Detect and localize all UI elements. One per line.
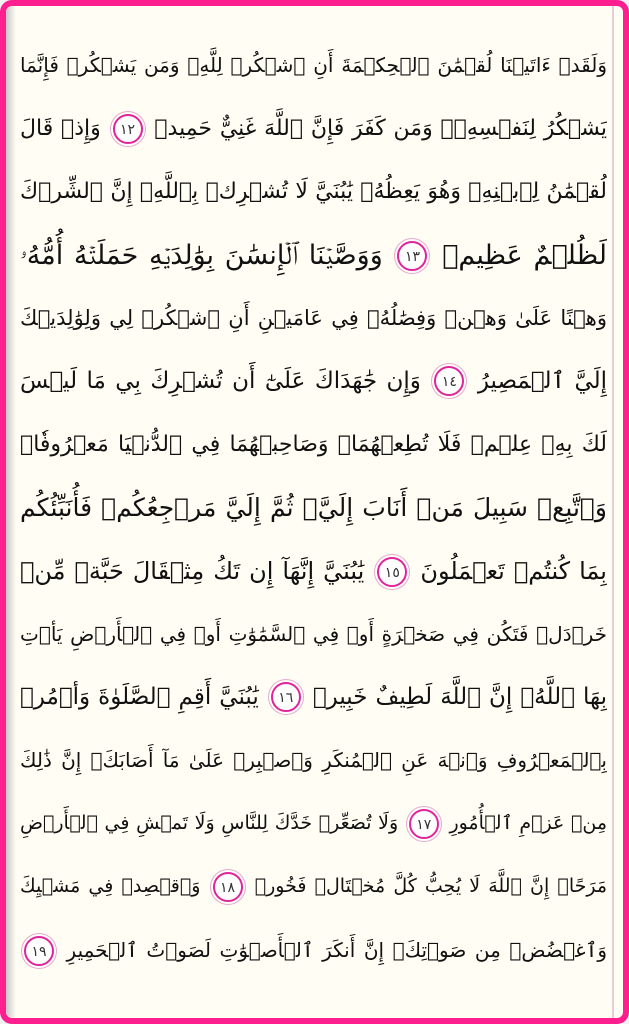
text-line bbox=[20, 540, 607, 603]
text-line bbox=[20, 603, 607, 666]
verse-number-marker: ١٥ bbox=[377, 557, 407, 587]
text-line bbox=[20, 97, 607, 160]
text-line bbox=[20, 855, 607, 918]
text-line bbox=[20, 666, 607, 729]
verse-text: وَٱتَّبِعۡ سَبِيلَ مَنۡ أَنَابَ إِلَيَّۚ ثُمَّ إِلَيَّ مَرۡجِعُكُمۡ فَأُنَبِّئُكُم bbox=[20, 493, 607, 523]
verse-text: وَهۡنًا عَلَىٰ وَهۡنٖ وَفِصَٰلُهُۥ فِي عَامَيۡنِ أَنِ ٱشۡكُرۡ لِي وَلِوَٰلِدَيۡكَ bbox=[20, 305, 607, 330]
verse-text: بِٱلۡمَعۡرُوفِ وَٱنۡهَ عَنِ ٱلۡمُنكَرِ وَٱصۡبِرۡ عَلَىٰ مَآ أَصَابَكَۖ إِنَّ ذَٰلِكَ bbox=[20, 748, 607, 773]
verse-text: لَكَ بِهِۦ عِلۡمٞ فَلَا تُطِعۡهُمَاۖ وَصَاحِبۡهُمَا فِي ٱلدُّنۡيَا مَعۡرُوفٗاۖ bbox=[20, 432, 607, 458]
verse-number-marker: ١٤ bbox=[434, 366, 464, 396]
verse-text: وَٱغۡضُضۡ مِن صَوۡتِكَۚ إِنَّ أَنكَرَ ٱلۡأَصۡوَٰتِ لَصَوۡتُ ٱلۡحَمِيرِ bbox=[66, 937, 607, 962]
verse-text: يَٰبُنَيَّ أَقِمِ ٱلصَّلَوٰةَ وَأۡمُرۡ bbox=[20, 683, 259, 710]
verse-lines bbox=[20, 34, 607, 982]
verse-number-marker: ١٨ bbox=[213, 872, 243, 902]
verse-text: وَوَصَّيۡنَا ٱلۡإِنسَٰنَ بِوَٰلِدَيۡهِ حَمَلَتۡهُ أُمُّهُۥ bbox=[20, 239, 383, 271]
verse-text: وَلَا تُصَعِّرۡ خَدَّكَ لِلنَّاسِ وَلَا تَمۡشِ فِي ٱلۡأَرۡضِ bbox=[20, 812, 399, 835]
verse-number-marker: ١٦ bbox=[271, 682, 301, 712]
verse-number-marker: ١٧ bbox=[409, 809, 439, 839]
verse-text: لَظُلۡمٌ عَظِيمٞ bbox=[442, 239, 607, 271]
verse-number-marker: ١٩ bbox=[24, 936, 54, 966]
text-line bbox=[20, 224, 607, 287]
verse-text: بِمَا كُنتُمۡ تَعۡمَلُونَ bbox=[420, 556, 607, 585]
verse-text: يَٰبُنَيَّ إِنَّهَآ إِن تَكُ مِثۡقَالَ حَبَّةٖ مِّنۡ bbox=[20, 556, 365, 585]
verse-text: إِلَيَّ ٱلۡمَصِيرُ bbox=[477, 367, 607, 394]
text-line bbox=[20, 287, 607, 350]
verse-text: وَإِن جَٰهَدَاكَ عَلَىٰٓ أَن تُشۡرِكَ بِي مَا لَيۡسَ bbox=[20, 367, 421, 394]
page-binding-shadow bbox=[6, 6, 16, 1018]
verse-text: بِهَا ٱللَّهُۚ إِنَّ ٱللَّهَ لَطِيفٌ خَبِيرٞ bbox=[312, 683, 607, 710]
text-line bbox=[20, 350, 607, 413]
verse-text: وَإِذۡ قَالَ bbox=[20, 116, 101, 142]
verse-number-marker: ١٢ bbox=[113, 114, 143, 144]
verse-text: مِنۡ عَزۡمِ ٱلۡأُمُورِ bbox=[449, 812, 607, 835]
text-line bbox=[20, 476, 607, 539]
verse-text: يَشۡكُرُ لِنَفۡسِهِۦۖ وَمَن كَفَرَ فَإِنَّ ٱللَّهَ غَنِيٌّ حَمِيدٞ bbox=[154, 116, 607, 142]
text-line bbox=[20, 919, 607, 982]
verse-text: وَٱقۡصِدۡ فِي مَشۡيِكَ bbox=[20, 875, 201, 898]
text-line bbox=[20, 34, 607, 97]
verse-text: لُقۡمَٰنُ لِٱبۡنِهِۦ وَهُوَ يَعِظُهُۥ يَٰبُنَيَّ لَا تُشۡرِكۡ بِٱللَّهِۖ إِنَّ ٱلشِّرۡكَ bbox=[20, 179, 607, 205]
text-line bbox=[20, 729, 607, 792]
text-line bbox=[20, 160, 607, 223]
page-edge-rule bbox=[612, 6, 614, 1018]
verse-text: خَرۡدَلٖ فَتَكُن فِي صَخۡرَةٍ أَوۡ فِي ٱلسَّمَٰوَٰتِ أَوۡ فِي ٱلۡأَرۡضِ يَأۡتِ bbox=[20, 621, 607, 646]
verse-text: مَرَحًاۖ إِنَّ ٱللَّهَ لَا يُحِبُّ كُلَّ مُخۡتَالٖ فَخُورٖ bbox=[254, 875, 607, 898]
text-line bbox=[20, 413, 607, 476]
verse-text: وَلَقَدۡ ءَاتَيۡنَا لُقۡمَٰنَ ٱلۡحِكۡمَةَ أَنِ ٱشۡكُرۡ لِلَّهِۚ وَمَن يَشۡكُرۡ فَإِنَّمَا bbox=[20, 53, 607, 77]
text-line bbox=[20, 792, 607, 855]
verse-number-marker: ١٣ bbox=[397, 241, 427, 271]
